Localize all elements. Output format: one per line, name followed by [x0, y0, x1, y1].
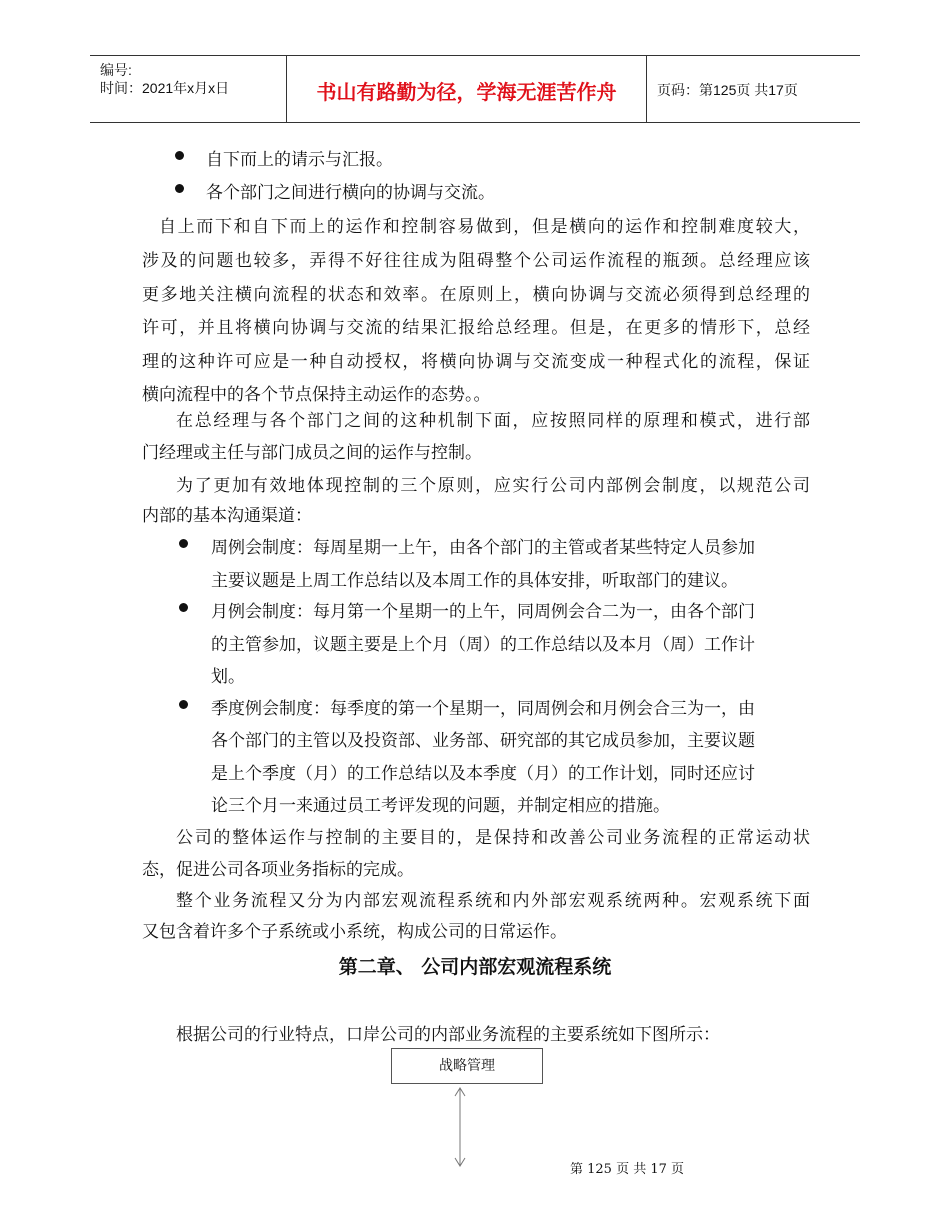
number-label: 编号:	[100, 62, 132, 78]
header-motto-cell	[287, 56, 647, 122]
bullet-icon	[179, 700, 188, 709]
paragraph-line: 许可，并且将横向协调与交流的结果汇报给总经理。但是，在更多的情形下，总经	[142, 318, 810, 338]
list-item: 划。	[211, 667, 245, 687]
bullet-icon	[175, 151, 184, 160]
list-item: 主要议题是上周工作总结以及本周工作的具体安排，听取部门的建议。	[211, 571, 738, 591]
paragraph-line: 理的这种许可应是一种自动授权，将横向协调与交流变成一种程式化的流程，保证	[142, 352, 810, 372]
page-info: 页码：第125页 共17页	[657, 82, 798, 98]
paragraph-line: 态，促进公司各项业务指标的完成。	[142, 860, 414, 880]
paragraph-line: 公司的整体运作与控制的主要目的，是保持和改善公司业务流程的正常运动状	[176, 828, 810, 848]
list-item: 各个部门之间进行横向的协调与交流。	[206, 183, 495, 203]
paragraph-line: 内部的基本沟通渠道：	[142, 506, 312, 526]
page-footer: 第 125 页 共 17 页	[570, 1162, 685, 1177]
paragraph-line: 更多地关注横向流程的状态和效率。在原则上，横向协调与交流必须得到总经理的	[142, 285, 810, 305]
document-header	[90, 55, 860, 123]
intro-line: 根据公司的行业特点，口岸公司的内部业务流程的主要系统如下图所示：	[176, 1025, 720, 1045]
paragraph-line: 在总经理与各个部门之间的这种机制下面，应按照同样的原理和模式，进行部	[176, 411, 810, 431]
list-item: 月例会制度：每月第一个星期一的上午，同周例会合二为一，由各个部门	[211, 602, 755, 622]
list-item: 论三个月一来通过员工考评发现的问题，并制定相应的措施。	[211, 796, 670, 816]
paragraph-line: 门经理或主任与部门成员之间的运作与控制。	[142, 443, 482, 463]
list-item: 周例会制度：每周星期一上午，由各个部门的主管或者某些特定人员参加	[211, 538, 755, 558]
strategy-management-box: 战略管理	[391, 1048, 543, 1084]
paragraph-line: 又包含着许多个子系统或小系统，构成公司的日常运作。	[142, 922, 567, 942]
header-meta-cell	[90, 56, 287, 122]
bullet-icon	[175, 184, 184, 193]
paragraph-line: 自上而下和自下而上的运作和控制容易做到，但是横向的运作和控制难度较大，	[159, 217, 810, 237]
list-item: 自下而上的请示与汇报。	[206, 150, 393, 170]
chapter-title: 第二章、 公司内部宏观流程系统	[338, 956, 612, 978]
bullet-icon	[179, 603, 188, 612]
time-label: 时间：2021年x月x日	[100, 80, 230, 96]
paragraph-line: 涉及的问题也较多，弄得不好往往成为阻碍整个公司运作流程的瓶颈。总经理应该	[142, 251, 810, 271]
paragraph-line: 横向流程中的各个节点保持主动运作的态势。。	[142, 385, 491, 405]
list-item: 各个部门的主管以及投资部、业务部、研究部的其它成员参加，主要议题	[211, 731, 755, 751]
list-item: 是上个季度（月）的工作总结以及本季度（月）的工作计划，同时还应讨	[211, 764, 755, 784]
paragraph-line: 为了更加有效地体现控制的三个原则，应实行公司内部例会制度，以规范公司	[176, 476, 810, 496]
paragraph-line: 整个业务流程又分为内部宏观流程系统和内外部宏观系统两种。宏观系统下面	[176, 891, 810, 911]
list-item: 季度例会制度：每季度的第一个星期一，同周例会和月例会合三为一，由	[211, 699, 755, 719]
motto: 书山有路勤为径，学海无涯苦作舟	[316, 80, 617, 104]
double-arrow-icon	[450, 1086, 470, 1170]
bullet-icon	[179, 539, 188, 548]
list-item: 的主管参加，议题主要是上个月（周）的工作总结以及本月（周）工作计	[211, 635, 755, 655]
header-page-cell	[647, 56, 860, 122]
